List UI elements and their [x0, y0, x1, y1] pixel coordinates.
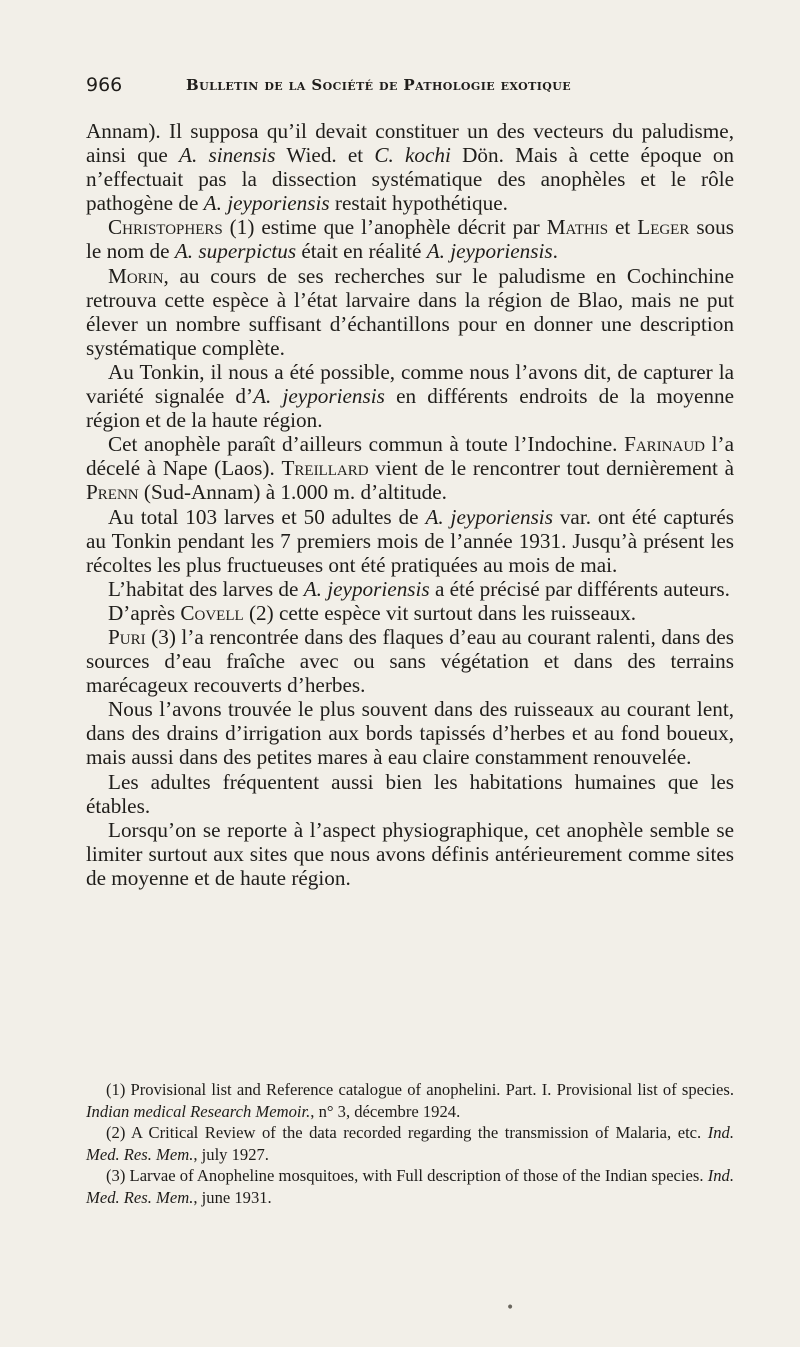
text-run: , july 1927. — [193, 1144, 269, 1164]
paragraph — [86, 432, 734, 504]
italic-text: A. sinensis — [179, 143, 276, 168]
text-run: Wied. et — [275, 143, 375, 168]
paragraph — [86, 601, 734, 625]
text-run: L’habitat des larves de — [108, 576, 304, 601]
italic-text: A. jeyporiensis — [203, 191, 330, 216]
text-run: (2) A Critical Review of the data recorded regarding the transmission of Malaria, etc. — [106, 1123, 708, 1142]
author-name: Leger — [637, 215, 690, 240]
paragraph — [86, 264, 734, 360]
page-header — [86, 72, 734, 102]
text-run: , june 1931. — [193, 1187, 272, 1207]
italic-text: A. jeyporiensis — [303, 576, 430, 601]
italic-text: A. jeyporiensis — [425, 504, 553, 529]
text-run: Dön. Mais à cette époque on n’effectuait pas la dissection systématique des anophèles et le rôle pathogène de — [86, 143, 735, 216]
text-run: Au total 103 larves et 50 adultes de — [108, 504, 426, 529]
text-run: , n° 3, décembre 1924. — [310, 1101, 461, 1121]
italic-text: Indian medical Research Memoir. — [86, 1101, 311, 1121]
author-name: Farinaud — [624, 432, 706, 457]
text-run: vient de le rencontrer tout dernièrement à — [368, 456, 735, 481]
paragraph — [86, 360, 734, 432]
paragraph — [86, 625, 734, 697]
text-run: a été précisé par différents auteurs. — [429, 576, 730, 601]
text-run: var. ont été capturés au Tonkin pendant les 7 premiers mois de l’année 1931. Jusqu’à présent les récoltes les plus fructueuses ont été pratiquées au mois de mai. — [86, 504, 734, 577]
italic-text: A. jeyporiensis — [253, 384, 385, 409]
author-name: Covell — [180, 600, 244, 625]
italic-text: A. superpictus — [174, 239, 297, 264]
body-text — [86, 119, 734, 890]
text-run: (1) estime que l’anophèle décrit par — [222, 215, 547, 240]
text-run: D’après — [108, 600, 181, 625]
text-run: l’a décelé à Nape (Laos). — [86, 432, 734, 481]
text-run: restait hypothétique. — [329, 191, 508, 216]
text-run: Les adultes fréquentent aussi bien les habitations humaines que les étables. — [86, 769, 734, 818]
text-run: était en réalité — [296, 239, 427, 264]
text-run: (3) l’a rencontrée dans des flaques d’eau au courant ralenti, dans des sources d’eau fraîche avec ou sans végétation et dans des terrains marécageux recouverts d’herbes. — [86, 624, 734, 698]
text-run: (2) cette espèce vit surtout dans les ruisseaux. — [243, 600, 637, 625]
author-name: Mathis — [546, 215, 609, 240]
italic-text: Ind. Med. Res. Mem. — [86, 1166, 734, 1207]
text-run: Lorsqu’on se reporte à l’aspect physiographique, cet anophèle semble se limiter surtout aux sites que nous avons définis antérieurement comme sites de moyenne et de haute région. — [86, 817, 734, 890]
print-speck: • — [506, 1300, 515, 1316]
text-run: et — [608, 215, 638, 240]
text-run: Nous l’avons trouvée le plus souvent dans des ruisseaux au courant lent, dans des drains d’irrigation aux bords tapissés d’herbes et au fond boueux, mais aussi dans des petites mares à eau claire constamment renouvelée. — [86, 697, 734, 770]
text-run: . — [552, 239, 558, 264]
paragraph — [86, 577, 734, 601]
author-name: Morin — [108, 263, 164, 288]
text-run: , au cours de ses recherches sur le paludisme en Cochinchine retrouva cette espèce à l’état larvaire dans la région de Blao, mais ne put élever un nombre suffisant d’échantillons pour en donner une description systématique complète. — [86, 263, 734, 360]
author-name: Puri — [108, 624, 146, 649]
italic-text: A. jeyporiensis — [426, 239, 553, 264]
footnote — [86, 1122, 734, 1165]
text-run: (3) Larvae of Anopheline mosquitoes, with Full description of those of the Indian species. — [106, 1166, 708, 1185]
footnote — [86, 1079, 734, 1122]
footnotes — [86, 1079, 734, 1208]
paragraph — [86, 505, 734, 577]
author-name: Prenn — [86, 480, 139, 505]
text-run: sous le nom de — [86, 215, 734, 264]
author-name: Christophers — [108, 215, 223, 240]
text-run: Cet anophèle paraît d’ailleurs commun à toute l’Indochine. — [108, 432, 625, 457]
paragraph — [86, 770, 734, 818]
paragraph — [86, 119, 734, 215]
paragraph — [86, 818, 734, 890]
paragraph — [86, 697, 734, 769]
page-number: 966 — [86, 74, 123, 96]
text-run: Annam). Il supposa qu’il devait constituer un des vecteurs du paludisme, ainsi que — [86, 119, 734, 168]
italic-text: Ind. Med. Res. Mem. — [86, 1123, 734, 1164]
running-title: Bulletin de la Société de Pathologie exotique — [186, 76, 572, 94]
text-run: (1) Provisional list and Reference catalogue of anophelini. Part. I. Provisional list of species. — [106, 1080, 734, 1099]
italic-text: C. kochi — [374, 143, 451, 168]
text-run: en différents endroits de la moyenne région et de la haute région. — [86, 384, 734, 433]
footnote — [86, 1165, 734, 1208]
text-run: Au Tonkin, il nous a été possible, comme nous l’avons dit, de capturer la variété signalée d’ — [86, 359, 734, 409]
author-name: Treillard — [281, 456, 369, 481]
text-run: (Sud-Annam) à 1.000 m. d’altitude. — [138, 480, 447, 505]
paragraph — [86, 215, 734, 263]
